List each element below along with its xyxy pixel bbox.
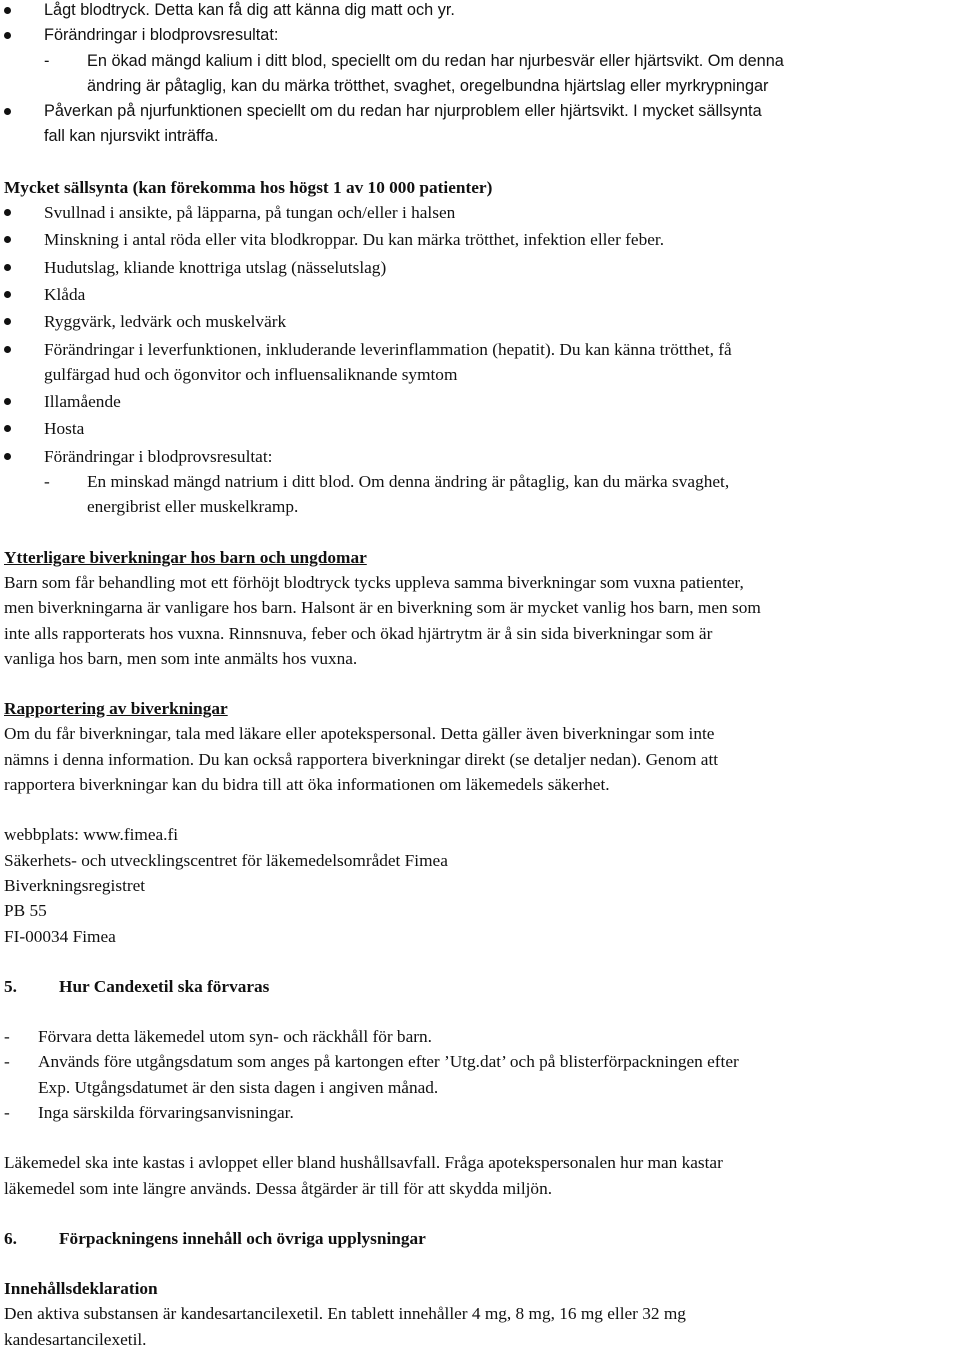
bullet-icon bbox=[4, 264, 11, 271]
dash-marker: - bbox=[4, 1052, 10, 1072]
paragraph-line: läkemedel som inte längre används. Dessa åtgärder är till för att skydda miljön. bbox=[4, 1178, 553, 1198]
list-item-text: Förändringar i blodprovsresultat: bbox=[44, 446, 273, 466]
sub-item-line: ändring är påtaglig, kan du märka trötthet, svaghet, oregelbundna hjärtslag eller myrkrypningar bbox=[87, 76, 769, 95]
bullet-icon bbox=[4, 453, 11, 460]
list-item-text: Förvara detta läkemedel utom syn- och räckhåll för barn. bbox=[38, 1027, 432, 1047]
list-item bbox=[4, 282, 959, 307]
reporting-paragraph bbox=[4, 721, 959, 797]
paragraph-line: Om du får biverkningar, tala med läkare eller apotekspersonal. Detta gäller även biverkningar som inte bbox=[4, 724, 715, 744]
website-label: webbplats: bbox=[4, 825, 84, 845]
dash-marker: - bbox=[44, 51, 50, 70]
section-6-heading bbox=[4, 1226, 959, 1251]
list-item-text: Förändringar i blodprovsresultat: bbox=[44, 26, 279, 45]
paragraph-line: kandesartancilexetil. bbox=[4, 1329, 147, 1349]
list-item-text: Klåda bbox=[44, 284, 86, 304]
paragraph-line: Barn som får behandling mot ett förhöjt blodtryck tycks uppleva samma biverkningar som vuxna patienter, bbox=[4, 572, 744, 592]
section-number: 6. bbox=[4, 1228, 17, 1248]
website-line bbox=[4, 822, 959, 847]
po-box: PB 55 bbox=[4, 901, 47, 921]
list-item bbox=[4, 1100, 959, 1125]
list-item-line: fall kan njursvikt inträffa. bbox=[44, 127, 219, 146]
sub-item-line: En ökad mängd kalium i ditt blod, speciellt om du redan har njurbesvär eller hjärtsvikt. Om denna bbox=[87, 51, 784, 70]
dash-marker: - bbox=[4, 1027, 10, 1047]
registry-name: Biverkningsregistret bbox=[4, 875, 146, 895]
list-item bbox=[4, 255, 959, 280]
list-item-text: Hudutslag, kliande knottriga utslag (nässelutslag) bbox=[44, 257, 387, 277]
paragraph-line: inte alls rapporterats hos vuxna. Rinnsnuva, feber och ökad hjärtrytm är å sin sida biverkningar som är bbox=[4, 623, 713, 643]
document-page bbox=[4, 0, 959, 1352]
paragraph-line: nämns i denna information. Du kan också rapportera biverkningar direkt (se detaljer nedan). Genom att bbox=[4, 749, 719, 769]
organization-name: Säkerhets- och utvecklingscentret för läkemedelsområdet Fimea bbox=[4, 850, 448, 870]
bullet-icon bbox=[4, 346, 11, 353]
list-item-text: Svullnad i ansikte, på läpparna, på tungan och/eller i halsen bbox=[44, 203, 456, 223]
list-item bbox=[4, 337, 959, 388]
sub-list-item bbox=[4, 469, 959, 520]
contents-declaration-heading: Innehållsdeklaration bbox=[4, 1279, 158, 1299]
list-item bbox=[4, 1024, 959, 1049]
list-item-line: Används före utgångsdatum som anges på kartongen efter ’Utg.dat’ och på blisterförpackningen efter bbox=[38, 1052, 739, 1072]
disposal-paragraph bbox=[4, 1150, 959, 1201]
children-paragraph bbox=[4, 570, 959, 671]
contents-paragraph bbox=[4, 1301, 959, 1352]
list-item-line: gulfärgad hud och ögonvitor och influensaliknande symtom bbox=[44, 364, 458, 384]
list-item-text: Inga särskilda förvaringsanvisningar. bbox=[38, 1102, 294, 1122]
paragraph-line: rapportera biverkningar kan du bidra till att öka informationen om läkemedels säkerhet. bbox=[4, 775, 610, 795]
side-effects-list-continued bbox=[4, 0, 959, 150]
paragraph-line: men biverkningarna är vanligare hos barn. Halsont är en biverkning som är mycket vanlig hos barn, men som bbox=[4, 598, 761, 618]
bullet-icon bbox=[4, 7, 11, 14]
storage-list bbox=[4, 1024, 959, 1125]
website-link[interactable]: www.fimea.fi bbox=[83, 825, 179, 845]
sub-item-line: energibrist eller muskelkramp. bbox=[87, 497, 299, 517]
dash-marker: - bbox=[4, 1102, 10, 1122]
reporting-heading: Rapportering av biverkningar bbox=[4, 699, 228, 719]
postal-code: FI-00034 Fimea bbox=[4, 926, 116, 946]
very-rare-list bbox=[4, 200, 959, 520]
sub-item-line: En minskad mängd natrium i ditt blod. Om denna ändring är påtaglig, kan du märka svaghet, bbox=[87, 472, 730, 492]
sub-list-item bbox=[4, 49, 959, 100]
list-item-text: Minskning i antal röda eller vita blodkroppar. Du kan märka trötthet, infektion eller feber. bbox=[44, 230, 665, 250]
bullet-icon bbox=[4, 291, 11, 298]
list-item-line: Exp. Utgångsdatumet är den sista dagen i angiven månad. bbox=[38, 1077, 439, 1097]
list-item-text: Lågt blodtryck. Detta kan få dig att känna dig matt och yr. bbox=[44, 1, 455, 19]
section-title: Hur Candexetil ska förvaras bbox=[59, 976, 270, 996]
dash-marker: - bbox=[44, 472, 50, 492]
children-heading: Ytterligare biverkningar hos barn och ungdomar bbox=[4, 547, 367, 567]
list-item bbox=[4, 227, 959, 252]
list-item bbox=[4, 23, 959, 48]
paragraph-line: Läkemedel ska inte kastas i avloppet eller bland hushållsavfall. Fråga apotekspersonalen hur man kastar bbox=[4, 1153, 723, 1173]
paragraph-line: vanliga hos barn, men som inte anmälts hos vuxna. bbox=[4, 648, 358, 668]
list-item bbox=[4, 1049, 959, 1100]
list-item bbox=[4, 0, 959, 23]
list-item-text: Ryggvärk, ledvärk och muskelvärk bbox=[44, 312, 287, 332]
list-item-line: Förändringar i leverfunktionen, inkluderande leverinflammation (hepatit). Du kan känna trötthet, få bbox=[44, 339, 732, 359]
list-item bbox=[4, 389, 959, 414]
list-item bbox=[4, 444, 959, 469]
list-item-line: Påverkan på njurfunktionen speciellt om du redan har njurproblem eller hjärtsvikt. I mycket sällsynta bbox=[44, 102, 762, 121]
list-item bbox=[4, 309, 959, 334]
very-rare-heading: Mycket sällsynta (kan förekomma hos högst 1 av 10 000 patienter) bbox=[4, 177, 493, 197]
list-item-text: Illamående bbox=[44, 392, 121, 412]
list-item bbox=[4, 200, 959, 225]
section-number: 5. bbox=[4, 976, 17, 996]
list-item-text: Hosta bbox=[44, 419, 85, 439]
section-title: Förpackningens innehåll och övriga upplysningar bbox=[59, 1228, 426, 1248]
paragraph-line: Den aktiva substansen är kandesartancilexetil. En tablett innehåller 4 mg, 8 mg, 16 mg eller 32 mg bbox=[4, 1304, 686, 1324]
list-item bbox=[4, 99, 959, 150]
section-5-heading bbox=[4, 974, 959, 999]
list-item bbox=[4, 416, 959, 441]
contact-address bbox=[4, 822, 959, 948]
